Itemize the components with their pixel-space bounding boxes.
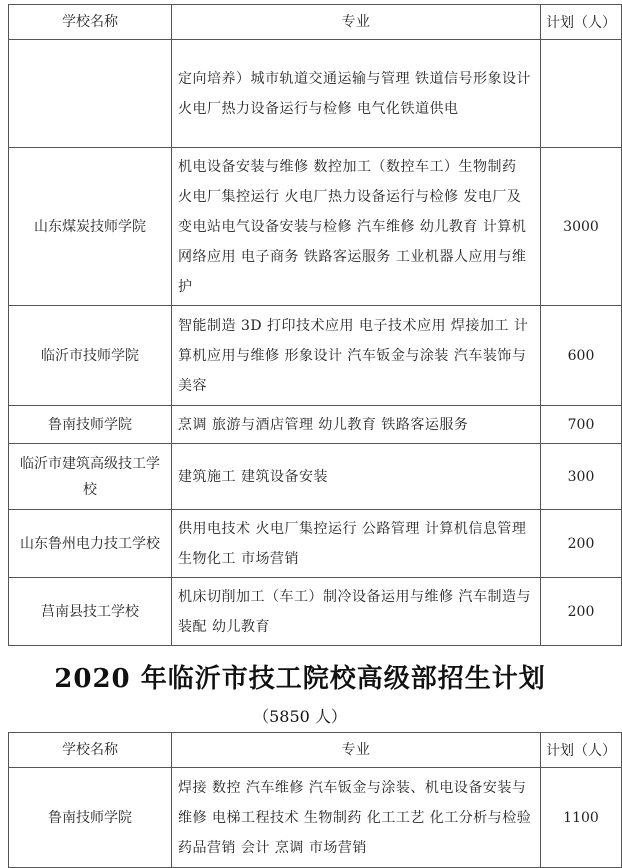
school-cell: 临沂市建筑高级技工学校 — [9, 444, 172, 510]
plan-cell: 200 — [541, 510, 622, 578]
majors-cell: 定向培养）城市轨道交通运输与管理 铁道信号形象设计 火电厂热力设备运行与检修 电气化铁道供电 — [172, 40, 541, 148]
plan-cell — [541, 40, 622, 148]
enrollment-table — [8, 4, 622, 646]
plan-cell: 300 — [541, 444, 622, 510]
header-school: 学校名称 — [9, 5, 172, 40]
header-plan: 计划（人） — [541, 5, 622, 40]
plan-cell: 3000 — [541, 148, 622, 306]
table-row — [9, 444, 622, 510]
header-school: 学校名称 — [9, 733, 172, 768]
header-major: 专业 — [172, 733, 541, 768]
table-header-row — [9, 5, 622, 40]
majors-cell: 烹调 旅游与酒店管理 幼儿教育 铁路客运服务 — [172, 406, 541, 444]
table-row — [9, 406, 622, 444]
section-title: 2020 年临沂市技工院校高级部招生计划 — [54, 664, 546, 694]
header-plan: 计划（人） — [541, 733, 622, 768]
table-row — [9, 768, 622, 868]
school-cell: 山东煤炭技师学院 — [9, 148, 172, 306]
majors-cell: 机床切削加工（车工）制冷设备运用与维修 汽车制造与装配 幼儿教育 — [172, 578, 541, 646]
school-cell: 临沂市技师学院 — [9, 306, 172, 406]
school-cell: 莒南县技工学校 — [9, 578, 172, 646]
majors-cell: 智能制造 3D 打印技术应用 电子技术应用 焊接加工 计算机应用与维修 形象设计 汽车钣金与涂装 汽车装饰与美容 — [172, 306, 541, 406]
table-header-row — [9, 733, 622, 768]
table-row — [9, 510, 622, 578]
plan-cell: 1100 — [541, 768, 622, 868]
section-subtitle: （5850 人） — [253, 707, 347, 726]
majors-cell: 机电设备安装与维修 数控加工（数控车工）生物制药 火电厂集控运行 火电厂热力设备运行与检修 发电厂及变电站电气设备安装与检修 汽车维修 幼儿教育 计算机网络应用 电子商务 铁路客运服务 工业机器人应用与维护 — [172, 148, 541, 306]
school-cell: 鲁南技师学院 — [9, 406, 172, 444]
table-row — [9, 578, 622, 646]
plan-cell: 600 — [541, 306, 622, 406]
table-row — [9, 40, 622, 148]
plan-cell: 200 — [541, 578, 622, 646]
majors-cell: 建筑施工 建筑设备安装 — [172, 444, 541, 510]
school-cell: 鲁南技师学院 — [9, 768, 172, 868]
plan-cell: 700 — [541, 406, 622, 444]
school-cell: 山东鲁州电力技工学校 — [9, 510, 172, 578]
header-major: 专业 — [172, 5, 541, 40]
table-row — [9, 148, 622, 306]
school-cell — [9, 40, 172, 148]
senior-enrollment-table — [8, 732, 622, 868]
table-row — [9, 306, 622, 406]
majors-cell: 供用电技术 火电厂集控运行 公路管理 计算机信息管理 生物化工 市场营销 — [172, 510, 541, 578]
majors-cell: 焊接 数控 汽车维修 汽车钣金与涂装、机电设备安装与维修 电梯工程技术 生物制药 化工工艺 化工分析与检验 药品营销 会计 烹调 市场营销 — [172, 768, 541, 868]
